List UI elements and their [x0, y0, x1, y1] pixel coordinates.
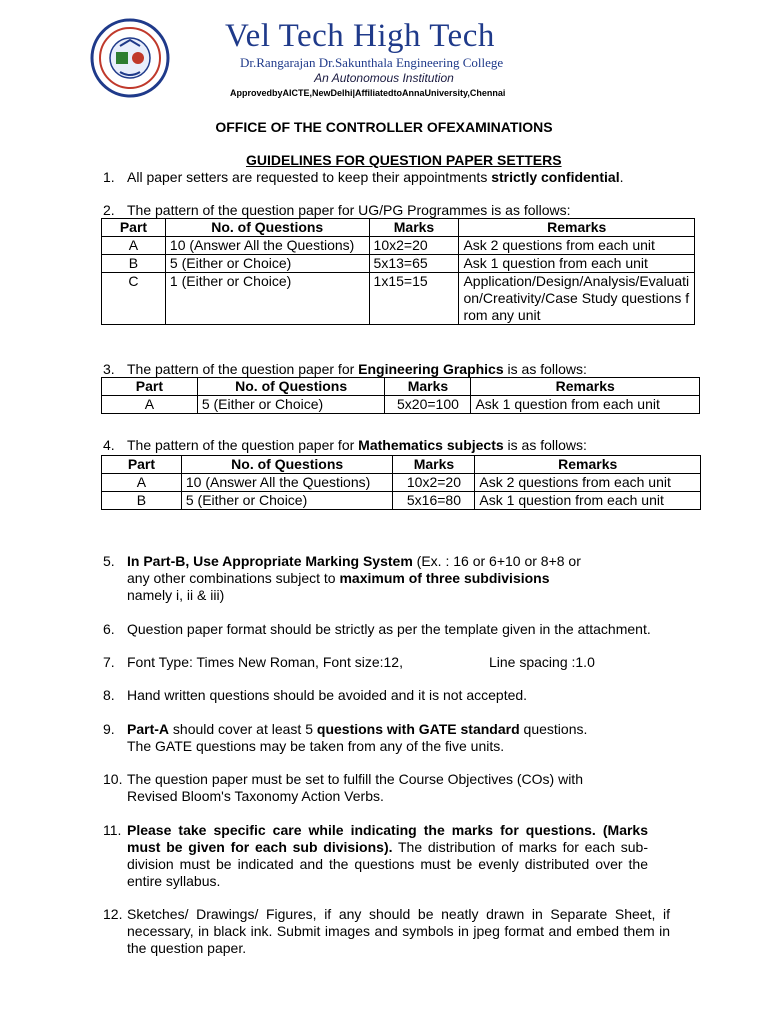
item-text: questions.	[519, 721, 588, 737]
item-text: Question paper format should be strictly as per the template given in the attachment.	[127, 621, 651, 637]
column-header: No. of Questions	[165, 219, 369, 237]
item-emphasis: Mathematics subjects	[358, 437, 504, 453]
column-header: Marks	[369, 219, 459, 237]
item-text: The GATE questions may be taken from any of the five units.	[127, 738, 505, 754]
table-cell: 5x20=100	[385, 396, 471, 414]
column-header: Part	[102, 378, 198, 396]
item-text: is as follows:	[503, 361, 587, 377]
table-cell: Ask 1 question from each unit	[475, 492, 701, 510]
item-text: The pattern of the question paper for	[127, 437, 359, 453]
column-header: Marks	[393, 456, 475, 474]
institution-name: Vel Tech High Tech	[225, 18, 495, 54]
item-text: should cover at least 5	[169, 721, 317, 737]
column-header: Remarks	[471, 378, 700, 396]
item-number: 9.	[103, 721, 115, 737]
item-text: Font Type: Times New Roman, Font size:12,	[127, 654, 403, 670]
item-text: namely i, ii & iii)	[127, 587, 225, 603]
column-header: Remarks	[459, 219, 695, 237]
item-number: 12.	[103, 906, 123, 922]
item-number: 8.	[103, 687, 115, 703]
letterhead	[0, 0, 768, 105]
table-cell: B	[102, 492, 182, 510]
table-cell: 5 (Either or Choice)	[165, 255, 369, 273]
item-emphasis: Please take specific care while indicating the marks for questions. (Marks must be given for each sub divisions).	[127, 822, 648, 855]
item-text: (Ex. : 16 or 6+10 or 8+8 or	[412, 553, 581, 569]
table-cell: Ask 2 questions from each unit	[475, 474, 701, 492]
table-row	[102, 273, 695, 325]
column-header: Remarks	[475, 456, 701, 474]
table-row	[102, 492, 701, 510]
column-header: No. of Questions	[197, 378, 385, 396]
table-cell: C	[102, 273, 166, 325]
guidelines-title: GUIDELINES FOR QUESTION PAPER SETTERS	[246, 152, 562, 168]
item-text: All paper setters are requested to keep their appointments	[127, 169, 492, 185]
engineering-graphics-table	[101, 377, 700, 414]
item-number: 10.	[103, 771, 123, 787]
item-number: 5.	[103, 553, 115, 569]
table-row	[102, 396, 700, 414]
table-cell: 10 (Answer All the Questions)	[181, 474, 393, 492]
institution-subtitle: Dr.Rangarajan Dr.Sakunthala Engineering College	[240, 55, 504, 70]
item-number: 3.	[103, 361, 115, 377]
table-cell: Ask 1 question from each unit	[459, 255, 695, 273]
college-seal-icon	[90, 18, 170, 98]
table-cell: 5x16=80	[393, 492, 475, 510]
item-text: .	[619, 169, 624, 185]
table-row	[102, 474, 701, 492]
item-text: Sketches/ Drawings/ Figures, if any should be neatly drawn in Separate Sheet, if necessary, in black ink. Submit images and symbols in jpeg format and embed them in the question paper.	[127, 906, 670, 956]
item-text: any other combinations subject to	[127, 570, 340, 586]
table-cell: Ask 1 question from each unit	[471, 396, 700, 414]
table-cell: 5 (Either or Choice)	[181, 492, 393, 510]
table-row	[102, 237, 695, 255]
table-cell: B	[102, 255, 166, 273]
mathematics-table	[101, 455, 701, 510]
item-number: 4.	[103, 437, 115, 453]
column-header: Marks	[385, 378, 471, 396]
item-text: is as follows:	[503, 437, 587, 453]
item-text: The question paper must be set to fulfill the Course Objectives (COs) with	[127, 771, 583, 787]
item-text: The pattern of the question paper for UG/PG Programmes is as follows:	[127, 202, 571, 218]
table-cell: 10 (Answer All the Questions)	[165, 237, 369, 255]
table-cell: A	[102, 474, 182, 492]
table-cell: 5 (Either or Choice)	[197, 396, 385, 414]
item-emphasis: questions with GATE standard	[316, 721, 520, 737]
item-number: 7.	[103, 654, 115, 670]
approval-line: ApprovedbyAICTE,NewDelhi|AffiliatedtoAnnaUniversity,Chennai	[230, 88, 506, 98]
table-header-row	[102, 456, 701, 474]
table-cell: 5x13=65	[369, 255, 459, 273]
column-header: Part	[102, 219, 166, 237]
table-cell: 10x2=20	[393, 474, 475, 492]
item-text: Hand written questions should be avoided and it is not accepted.	[127, 687, 528, 703]
item-text: Line spacing :1.0	[489, 654, 595, 670]
table-header-row	[102, 219, 695, 237]
office-title: OFFICE OF THE CONTROLLER OFEXAMINATIONS	[215, 119, 553, 135]
item-text: Revised Bloom's Taxonomy Action Verbs.	[127, 788, 384, 804]
table-row	[102, 255, 695, 273]
column-header: Part	[102, 456, 182, 474]
table-cell: 1 (Either or Choice)	[165, 273, 369, 325]
item-emphasis: In Part-B, Use Appropriate Marking System	[127, 553, 413, 569]
table-cell: Application/Design/Analysis/Evaluation/Creativity/Case Study questions from any unit	[459, 273, 695, 325]
item-text: The pattern of the question paper for	[127, 361, 359, 377]
item-emphasis: maximum of three subdivisions	[339, 570, 550, 586]
item-number: 1.	[103, 169, 115, 185]
table-cell: 1x15=15	[369, 273, 459, 325]
table-cell: Ask 2 questions from each unit	[459, 237, 695, 255]
item-emphasis: Part-A	[127, 721, 170, 737]
item-emphasis: Engineering Graphics	[358, 361, 504, 377]
table-cell: A	[102, 396, 198, 414]
item-emphasis: strictly confidential	[491, 169, 620, 185]
column-header: No. of Questions	[181, 456, 393, 474]
autonomous-label: An Autonomous Institution	[314, 71, 454, 85]
ugpg-pattern-table	[101, 218, 695, 325]
item-number: 2.	[103, 202, 115, 218]
table-cell: A	[102, 237, 166, 255]
item-text: The distribution of marks for each sub-division must be indicated and the questions must be evenly distributed over the entire syllabus.	[127, 839, 648, 889]
item-number: 6.	[103, 621, 115, 637]
table-header-row	[102, 378, 700, 396]
table-cell: 10x2=20	[369, 237, 459, 255]
item-number: 11.	[103, 822, 122, 838]
